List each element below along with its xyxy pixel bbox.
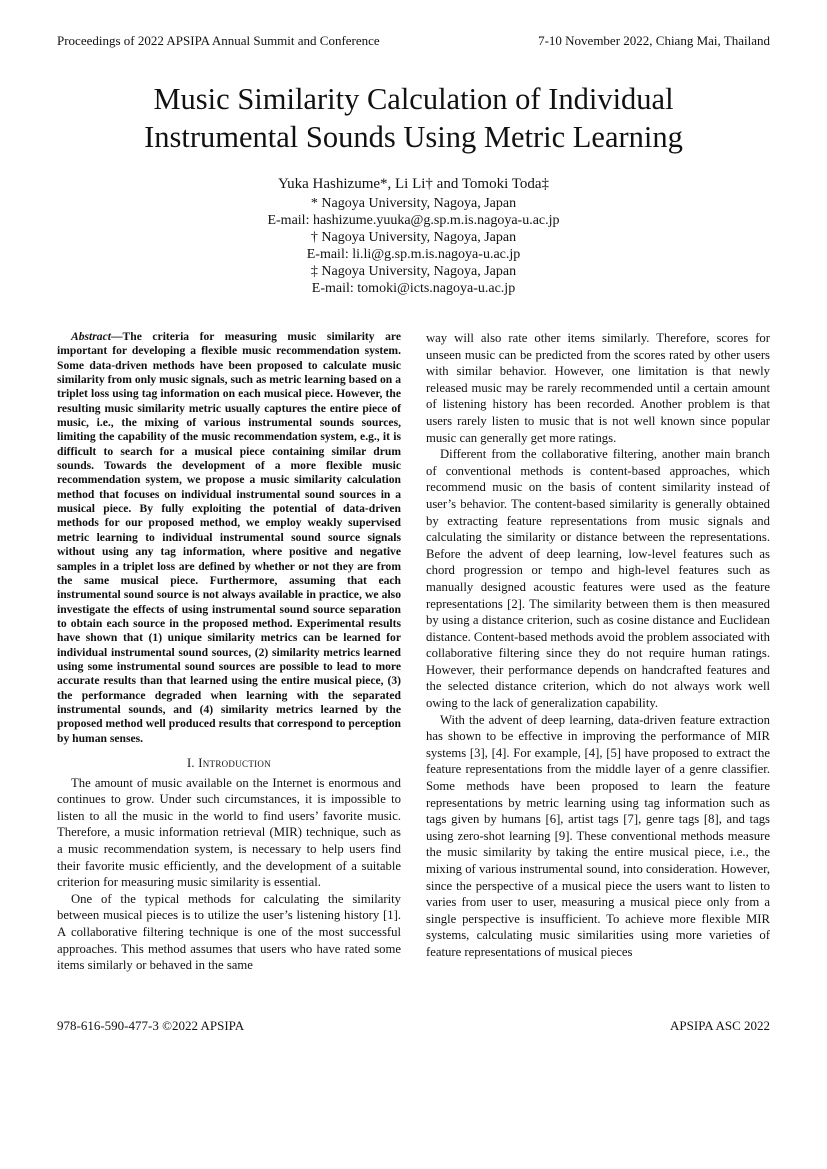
running-header-left: Proceedings of 2022 APSIPA Annual Summit and Conference [57,33,380,48]
abstract [57,330,401,746]
footer-conference: APSIPA ASC 2022 [670,1018,770,1033]
footer-isbn: 978-616-590-477-3 ©2022 APSIPA [57,1018,245,1033]
abstract-text: —The criteria for measuring music similarity are important for developing a flexible music recommendation system. Some data-driven methods have been proposed to calculate music similarity from only music signals, such as metric learning based on a triplet loss using tag information on each musical piece. However, the resulting music similarity metric usually captures the entire piece of music, i.e., the mixing of various instrumental sounds sources, limiting the capability of the music recommendation system, e.g., it is difficult to search for a musical piece containing similar drum sounds. Towards the development of a more flexible music recommendation system, we propose a music similarity calculation method that focuses on individual instrumental sound sources in a musical piece. By fully exploiting the potential of data-driven methods for our proposed method, we employ weakly supervised metric learning to individual instrumental sound source signals without using any tag information, where positive and negative samples in a triplet loss are defined by whether or not they are from the same musical piece. Furthermore, assuming that each instrumental sound source is not always available in practice, we also investigate the effects of using instrumental sound source separation to obtain each source in the proposed method. Experimental results have shown that (1) unique similarity metrics can be learned for individual instrumental sound sources, (2) similarity metrics learned using some instrumental sound sources are possible to lead to more accurate results than that learned using the entire musical piece, (3) the performance degraded when learning with the separated instrumental sounds, and (4) similarity metrics learned by the proposed method well produced results that correspond to perception by human senses. [57,330,401,745]
right-column [426,330,770,961]
left-column [57,330,401,974]
affiliation-3: ‡ Nagoya University, Nagoya, Japan [310,264,517,279]
author-block [57,176,770,297]
affiliation-1: * Nagoya University, Nagoya, Japan [310,196,517,211]
author-names: Yuka Hashizume*, Li Li† and Tomoki Toda‡ [277,176,550,192]
paragraph: With the advent of deep learning, data-driven feature extraction has shown to be effective in improving the performance of MIR systems [3], [4]. For example, [4], [5] have proposed to extract the feature representations from the middle layer of a genre classifier. Some methods have been proposed to learn the feature representations by metric learning using tag information such as tags given by humans [6], artist tags [7], genre tags [8], and tags using zero-shot learning [9]. These conventional methods measure the music similarity by taking the entire musical piece, i.e., the mixing of various instrumental sound, into consideration. However, since the perspective of a musical piece the users want to listen to varies from user to user, measuring a musical piece only from a single perspective is insufficient. To achieve more flexible MIR systems, calculating music similarities using more varieties of feature representations of musical pieces [426,712,770,959]
email-1: E-mail: hashizume.yuuka@g.sp.m.is.nagoya-u.ac.jp [267,213,560,228]
running-header-right: 7-10 November 2022, Chiang Mai, Thailand [538,33,770,48]
paragraph: The amount of music available on the Internet is enormous and continues to grow. Under such circumstances, it is impossible to listen to all the music in the world to find users’ favorite music. Therefore, a music information retrieval (MIR) technique, such as a music recommendation system, is necessary to help users find their favorite music efficiently, and the development of a suitable criterion for measuring music similarity is essential. [57,775,401,890]
paragraph: Different from the collaborative filtering, another main branch of conventional methods is content-based approaches, which recommend music on the basis of content similarity instead of user’s behavior. The content-based similarity is generally obtained by extracting feature representations from music signals and calculating the similarity or distance between the representations. Before the advent of deep learning, low-level features such as chord progression or tempo and high-level features such as manually designed acoustic features were used as the feature representations [2]. The similarity between them is then measured by using a distance criterion, such as cosine distance and Euclidean distance. Content-based methods avoid the problem associated with collaborative filtering since they do not require human ratings. However, their performance depends on handcrafted features and the selected distance criterion, which do not always work well owing to the lack of generalization capability. [426,447,770,711]
title-line-2: Instrumental Sounds Using Metric Learning [144,120,683,154]
email-2: E-mail: li.li@g.sp.m.is.nagoya-u.ac.jp [306,247,521,262]
abstract-lead: Abstract [71,330,111,343]
paragraph: One of the typical methods for calculating the similarity between musical pieces is to utilize the user’s listening history [1]. A collaborative filtering technique is one of the most successful approaches. This method assumes that users who have rated some items similarly or behaved in the same [57,891,401,973]
title-line-1: Music Similarity Calculation of Individual [153,82,674,116]
section-heading-introduction: I. Introduction [186,755,272,770]
email-3: E-mail: tomoki@icts.nagoya-u.ac.jp [311,281,516,296]
paragraph: way will also rate other items similarly. Therefore, scores for unseen music can be predicted from the scores rated by other users with similar behavior. However, one limitation is that newly released music may be rarely recommended until a certain amount of listening history has been recorded. Another problem is that users rarely listen to music that is not well known since popular music can generally get more ratings. [426,331,770,445]
paper-title [57,80,770,156]
affiliation-2: † Nagoya University, Nagoya, Japan [310,230,517,245]
